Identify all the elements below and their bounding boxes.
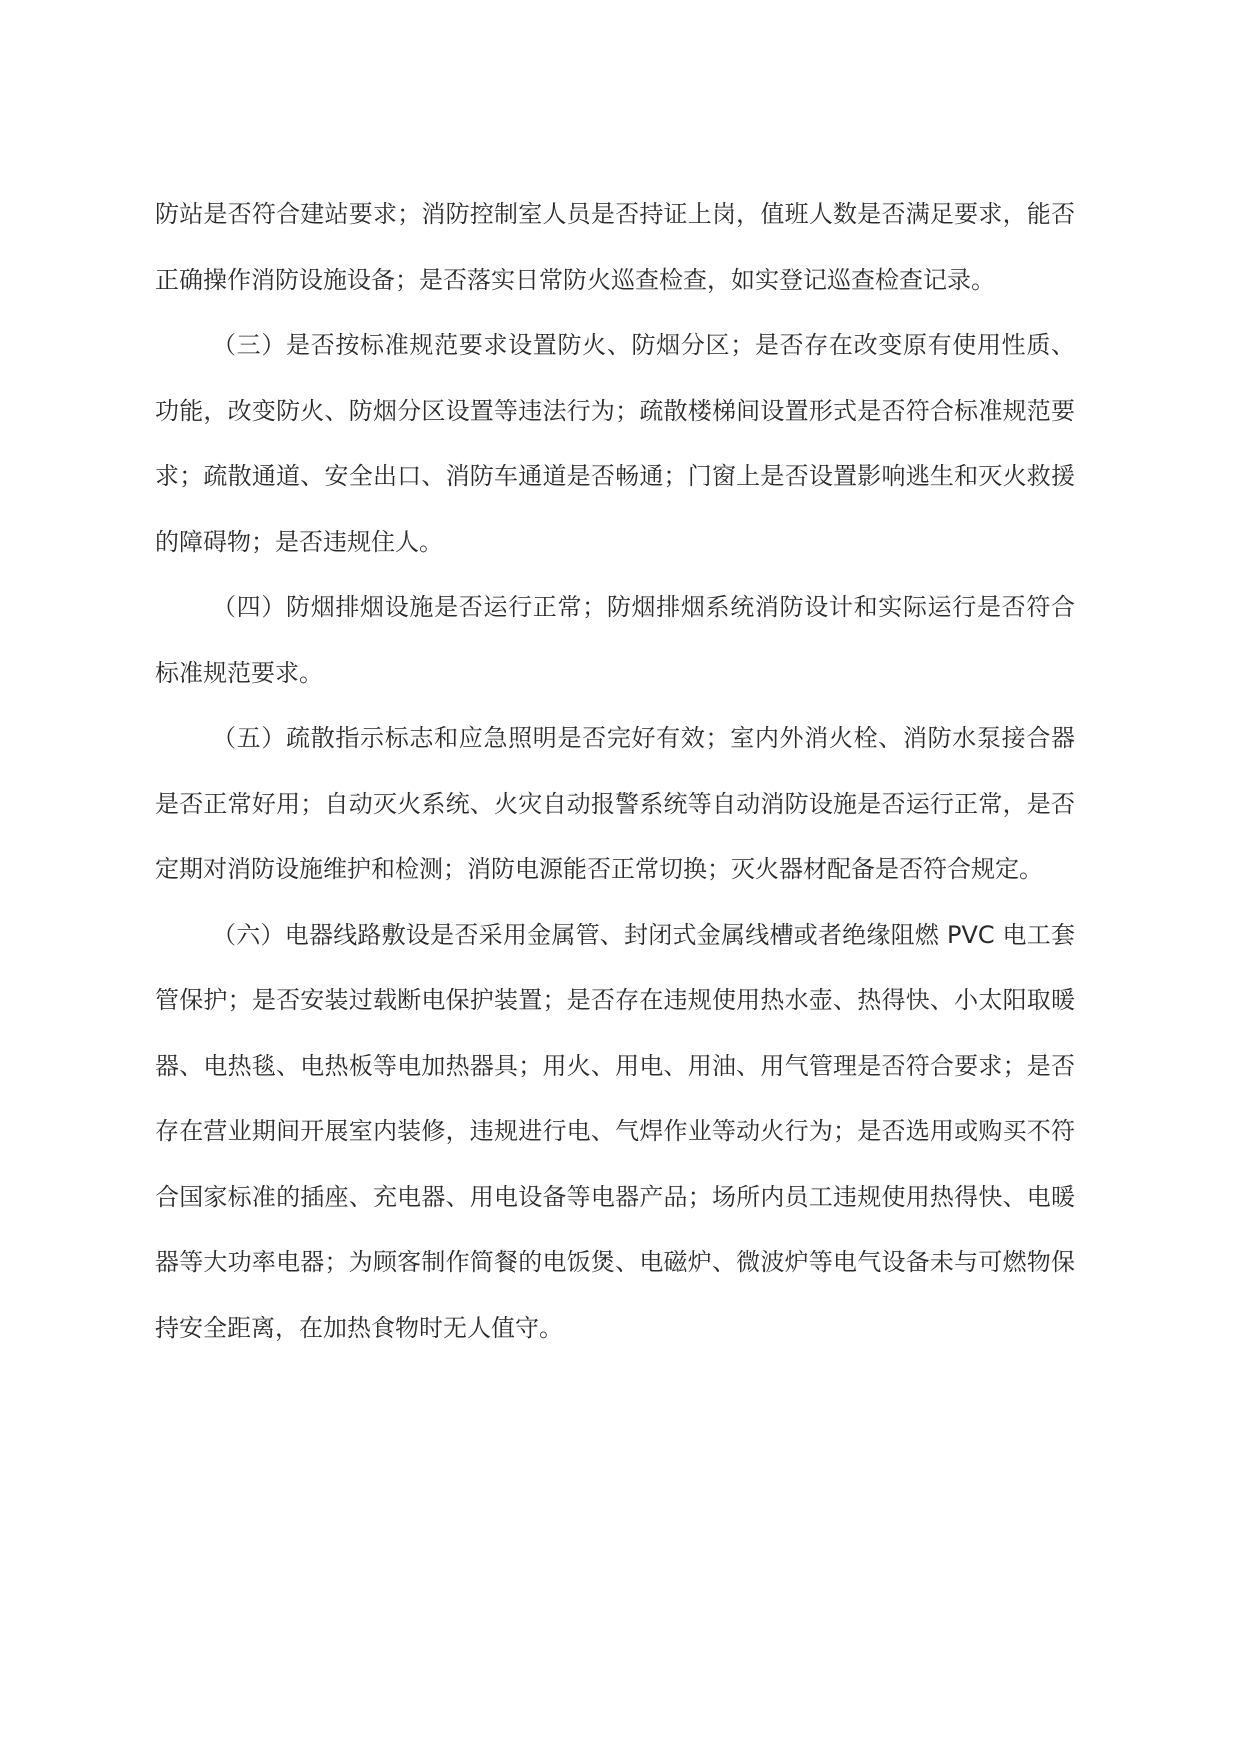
paragraph-item-3: （三）是否按标准规范要求设置防火、防烟分区；是否存在改变原有使用性质、功能，改变防火、防烟分区设置等违法行为；疏散楼梯间设置形式是否符合标准规范要求；疏散通道、安全出口、消防车通道是否畅通；门窗上是否设置影响逃生和灭火救援的障碍物；是否违规住人。 — [155, 331, 1075, 556]
paragraph-intro-continued: 防站是否符合建站要求；消防控制室人员是否持证上岗，值班人数是否满足要求，能否正确操作消防设施设备；是否落实日常防火巡查检查，如实登记巡查检查记录。 — [155, 200, 1075, 294]
document-body — [155, 182, 1075, 1361]
paragraph-item-5: （五）疏散指示标志和应急照明是否完好有效；室内外消火栓、消防水泵接合器是否正常好用；自动灭火系统、火灾自动报警系统等自动消防设施是否运行正常，是否定期对消防设施维护和检测；消防电源能否正常切换；灭火器材配备是否符合规定。 — [155, 724, 1075, 883]
paragraph-item-6: （六）电器线路敷设是否采用金属管、封闭式金属线槽或者绝缘阻燃 PVC 电工套管保护；是否安装过载断电保护装置；是否存在违规使用热水壶、热得快、小太阳取暖器、电热毯、电热板等电加热器具；用火、用电、用油、用气管理是否符合要求；是否存在营业期间开展室内装修，违规进行电、气焊作业等动火行为；是否选用或购买不符合国家标准的插座、充电器、用电设备等电器产品；场所内员工违规使用热得快、电暖器等大功率电器；为顾客制作简餐的电饭煲、电磁炉、微波炉等电气设备未与可燃物保持安全距离，在加热食物时无人值守。 — [155, 920, 1075, 1342]
paragraph-item-4: （四）防烟排烟设施是否运行正常；防烟排烟系统消防设计和实际运行是否符合标准规范要求。 — [155, 593, 1075, 687]
